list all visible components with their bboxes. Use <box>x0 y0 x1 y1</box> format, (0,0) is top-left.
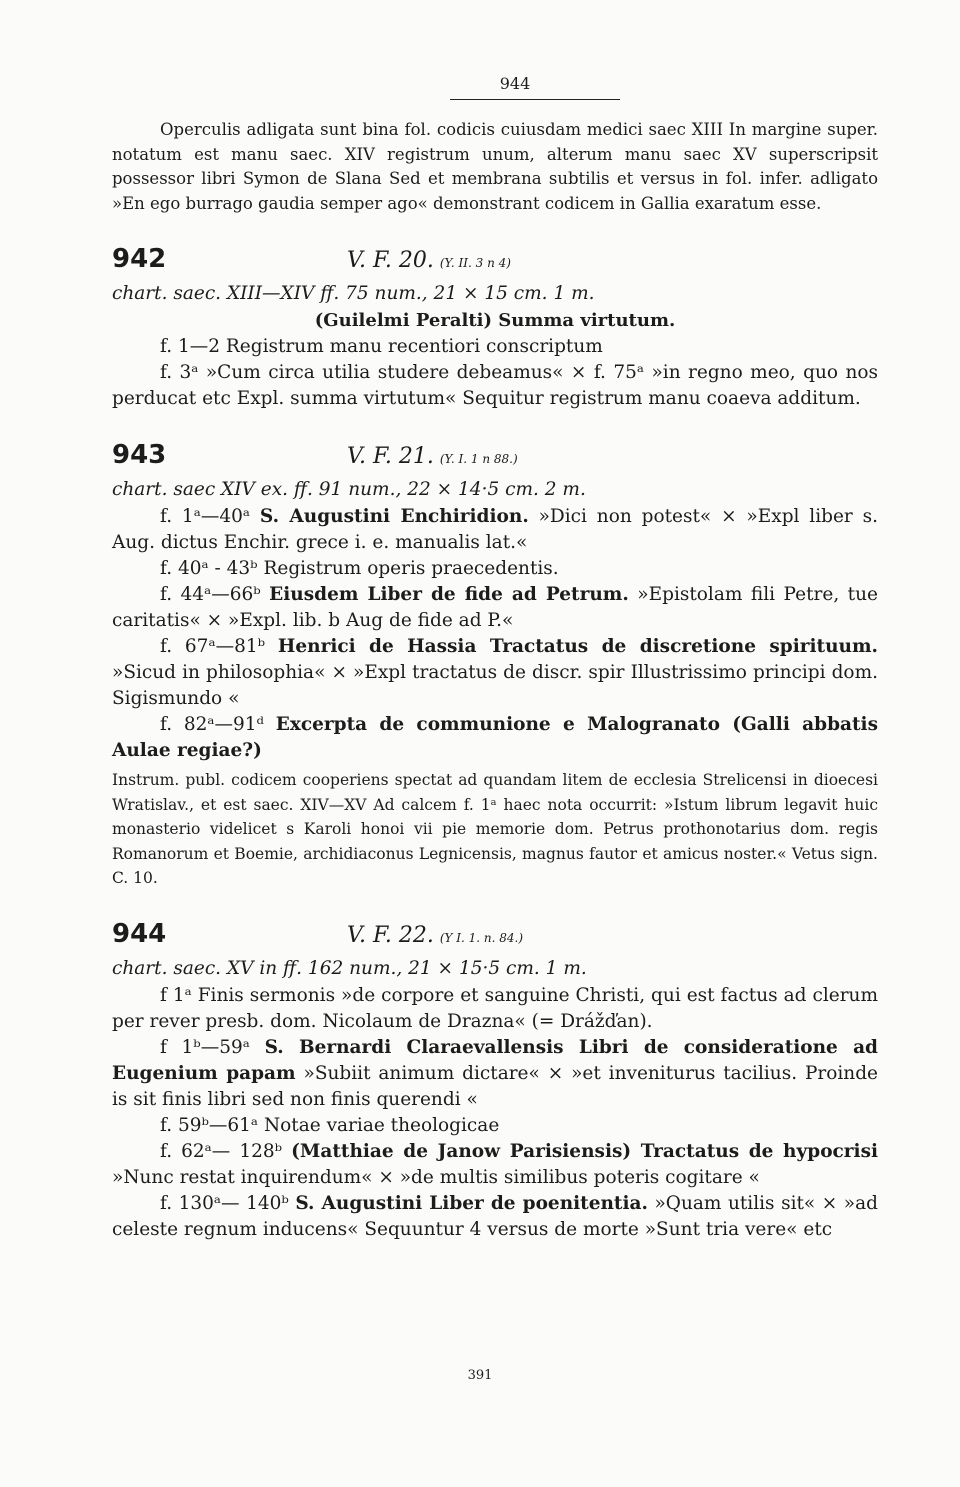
entry-item: f. 1ᵃ—40ᵃ S. Augustini Enchiridion. »Dici non potest« × »Expl liber s. Aug. dictus Enchir. grece i. e. manualis lat.« <box>112 506 878 553</box>
entry-note: Instrum. publ. codicem cooperiens spectat ad quandam litem de ecclesia Strelicensi in dioecesi Wratislav., et est saec. XIV—XV Ad calcem f. 1ᵃ haec nota occurrit: »Istum librum legavit huic monasterio videlicet s Karoli honoi vii pie memorie dom. Petrus prothonotarius dom. regis Romanorum et Boemie, archidiaconus Legnicensis, magnus fautor et amicus noster.« Vetus sign. C. 10. <box>112 771 878 887</box>
entry-item: f 1ᵇ—59ᵃ S. Bernardi Claraevallensis Libri de consideratione ad Eugenium papam »Subiit animum dictare« × »et inveniturus tacilius. Proinde is sit finis libri sed non finis querendi « <box>112 1036 878 1110</box>
entry-item: f. 59ᵇ—61ᵃ Notae variae theologicae <box>160 1114 500 1136</box>
entry-signature: V. F. 20. (Y. II. 3 n 4) <box>347 248 511 273</box>
intro-paragraph: Operculis adligata sunt bina fol. codicis cuiusdam medici saec XIII In margine super. notatum est manu saec. XIV registrum unum, alterum manu saec XV superscripsit possessor libri Symon de Slana Sed et membrana subtilis et versus in fol. infer. adligato »En ego burrago gaudia semper ago« demonstrant codicem in Gallia exaratum esse. <box>112 120 878 213</box>
entry-meta: chart. saec. XV in ff. 162 num., 21 × 15·5 cm. 1 m. <box>112 957 587 979</box>
entry-942 <box>112 244 878 412</box>
old-signature: (Y. II. 3 n 4) <box>439 256 511 270</box>
entry-line: f. 3ᵃ »Cum circa utilia studere debeamus« × f. 75ᵃ »in regno meo, quo nos perducat etc Expl. summa virtutum« Sequitur registrum manu coaeva additum. <box>112 362 878 409</box>
entry-meta: chart. saec XIV ex. ff. 91 num., 22 × 14·5 cm. 2 m. <box>112 479 586 500</box>
page-number: 944 <box>499 74 531 93</box>
entry-header <box>112 440 878 476</box>
header-rule <box>450 99 620 100</box>
entry-header <box>112 244 878 280</box>
entry-item: f. 44ᵃ—66ᵇ Eiusdem Liber de fide ad Petrum. »Epistolam fili Petre, tue caritatis« × »Expl. lib. b Aug de fide ad P.« <box>112 584 878 631</box>
entry-number: 942 <box>112 244 167 274</box>
entry-number: 944 <box>112 918 167 949</box>
entry-item: f. 67ᵃ—81ᵇ Henrici de Hassia Tractatus de discretione spirituum. »Sicud in philosophia« × »Expl tractatus de discr. spir Illustrissimo principi dom. Sigismundo « <box>112 636 878 709</box>
entry-944 <box>112 919 878 1243</box>
entry-meta: chart. saec. XIII—XIV ff. 75 num., 21 × 15 cm. 1 m. <box>112 283 595 304</box>
entry-item: f. 130ᵃ— 140ᵇ S. Augustini Liber de poenitentia. »Quam utilis sit« × »ad celeste regnum inducens« Sequuntur 4 versus de morte »Sunt tria vere« etc <box>112 1192 878 1240</box>
document-page <box>112 74 878 1243</box>
entry-signature: V. F. 22. (Y I. 1. n. 84.) <box>347 922 524 948</box>
entry-signature: V. F. 21. (Y. I. 1 n 88.) <box>347 444 518 469</box>
old-signature: (Y. I. 1 n 88.) <box>439 452 518 466</box>
footer-folio: 391 <box>467 1368 493 1383</box>
entry-title: (Guilelmi Peralti) Summa virtutum. <box>314 310 676 331</box>
entry-943 <box>112 440 878 891</box>
entry-item: f. 82ᵃ—91ᵈ Excerpta de communione e Malogranato (Galli abbatis Aulae regiae?) <box>112 714 878 761</box>
entry-item: f. 62ᵃ— 128ᵇ (Matthiae de Janow Parisiensis) Tractatus de hypocrisi »Nunc restat inquirendum« × »de multis similibus poteris cogitare « <box>112 1140 879 1188</box>
entry-item: f 1ᵃ Finis sermonis »de corpore et sanguine Christi, qui est factus ad clerum per rever presb. dom. Nicolaum de Drazna« (= Drážďan). <box>112 984 878 1032</box>
entry-item: f. 40ᵃ - 43ᵇ Registrum operis praecedentis. <box>160 558 559 579</box>
entry-number: 943 <box>112 440 167 470</box>
old-signature: (Y I. 1. n. 84.) <box>439 930 524 945</box>
entry-line: f. 1—2 Registrum manu recentiori conscriptum <box>160 336 603 357</box>
entry-header <box>112 919 878 955</box>
